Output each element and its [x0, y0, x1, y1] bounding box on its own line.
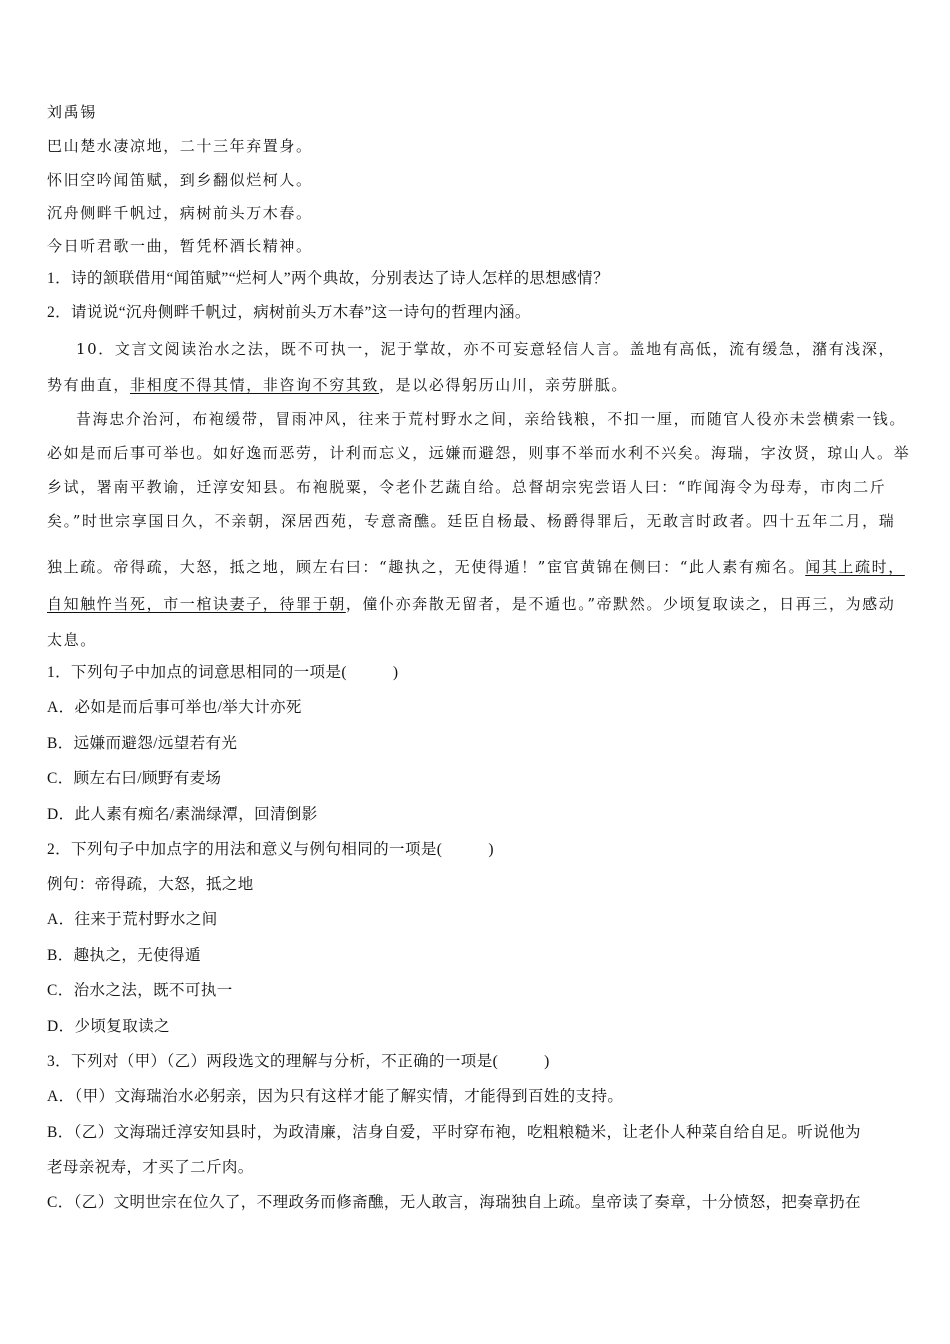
passage-b-line: 太息。 [47, 631, 97, 649]
option-b: B．（乙）文海瑞迁淳安知县时，为政清廉，洁身自爱，平时穿布袍，吃粗粮糙米，让老仆人种菜自给自足。听说他为 [47, 1124, 861, 1141]
poem-line: 巴山楚水凄凉地，二十三年弃置身。 [47, 137, 313, 155]
option-b: B．远嫌而避怨/远望若有光 [47, 735, 238, 752]
option-d: D．此人素有痴名/素湍绿潭，回清倒影 [47, 806, 318, 823]
poem-line: 怀旧空吟闻笛赋，到乡翻似烂柯人。 [47, 171, 313, 189]
poem-line: 沉舟侧畔千帆过，病树前头万木春。 [47, 204, 313, 222]
passage-b-line: 乡试，署南平教谕，迁淳安知县。布袍脱粟，令老仆艺蔬自给。总督胡宗宪尝语人曰：“昨闻海令为母寿，市肉二斤 [47, 478, 887, 496]
underlined-phrase: 自知触忤当死，市一棺诀妻子，待罪于朝 [47, 595, 346, 613]
option-d: D．少顷复取读之 [47, 1018, 170, 1035]
poem-question: 1．诗的颔联借用“闻笛赋”“烂柯人”两个典故，分别表达了诗人怎样的思想感情？ [47, 270, 609, 287]
option-a: A．必如是而后事可举也/举大计亦死 [47, 699, 302, 716]
underlined-phrase: 闻其上疏时， [805, 558, 905, 576]
option-c: C．顾左右曰/顾野有麦场 [47, 770, 222, 787]
poem-question: 2．请说说“沉舟侧畔千帆过，病树前头万木春”这一诗句的哲理内涵。 [47, 304, 531, 321]
passage-b-line: 独上疏。帝得疏，大怒，抵之地，顾左右曰：“趣执之，无使得遁！”宦官黄锦在侧曰：“此人素有痴名。闻其上疏时， [47, 558, 905, 576]
poem-line: 今日听君歌一曲，暂凭杯酒长精神。 [47, 237, 313, 255]
passage-b-line: 昔海忠介治河，布袍缓带，冒雨冲风，往来于荒村野水之间，亲给钱粮，不扣一厘，而随官人役亦未尝横索一钱。 [76, 410, 907, 428]
question-stem: 2．下列句子中加点字的用法和意义与例句相同的一项是( ) [47, 841, 494, 858]
passage-a-line: 10．文言文阅读治水之法，既不可执一，泥于掌故，亦不可妄意轻信人言。盖地有高低，流有缓急，潴有浅深， [76, 340, 896, 358]
option-c: C．（乙）文明世宗在位久了，不理政务而修斋醮，无人敢言，海瑞独自上疏。皇帝读了奏章，十分愤怒，把奏章扔在 [47, 1194, 861, 1211]
passage-b-line: 自知触忤当死，市一棺诀妻子，待罪于朝，僮仆亦奔散无留者，是不遁也。”帝默然。少顷复取读之，日再三，为感动 [47, 595, 896, 613]
passage-b-line: 矣。”时世宗享国日久，不亲朝，深居西苑，专意斋醮。廷臣自杨最、杨爵得罪后，无敢言时政者。四十五年二月，瑞 [47, 512, 896, 530]
example-sentence: 例句：帝得疏，大怒，抵之地 [47, 876, 254, 893]
option-b-continued: 老母亲祝寿，才买了二斤肉。 [47, 1159, 254, 1176]
passage-b-line: 必如是而后事可举也。如好逸而恶劳，计利而忘义，远嫌而避怨，则事不举而水利不兴矣。海瑞，字汝贤，琼山人。举 [47, 444, 911, 462]
option-a: A．（甲）文海瑞治水必躬亲，因为只有这样才能了解实情，才能得到百姓的支持。 [47, 1088, 624, 1105]
option-b: B．趣执之，无使得遁 [47, 947, 201, 964]
underlined-phrase: 非相度不得其情，非咨询不穷其致 [130, 376, 380, 394]
question-stem: 1．下列句子中加点的词意思相同的一项是( ) [47, 664, 399, 681]
poem-author: 刘禹锡 [47, 103, 97, 121]
passage-a-line: 势有曲直，非相度不得其情，非咨询不穷其致，是以必得躬历山川，亲劳胼胝。 [47, 376, 629, 394]
question-stem: 3．下列对（甲）（乙）两段选文的理解与分析，不正确的一项是( ) [47, 1053, 550, 1070]
option-c: C．治水之法，既不可执一 [47, 982, 233, 999]
option-a: A．往来于荒村野水之间 [47, 911, 218, 928]
